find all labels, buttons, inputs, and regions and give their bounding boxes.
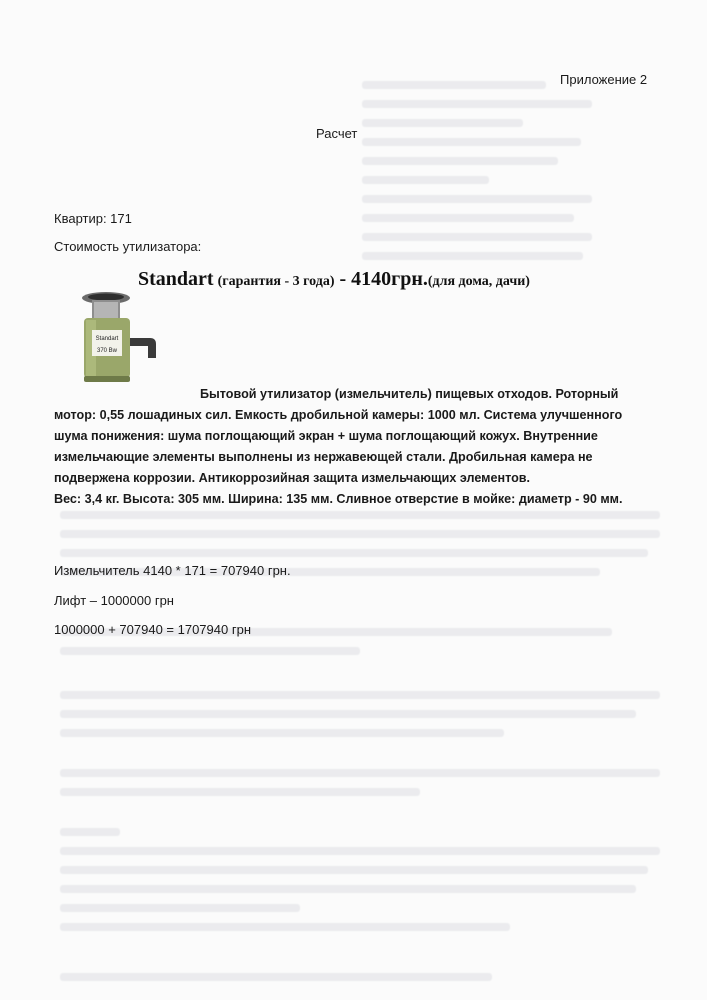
apartments-count: Квартир: 171 bbox=[54, 211, 132, 226]
headline-price: - 4140грн. bbox=[334, 268, 428, 290]
cost-label: Стоимость утилизатора: bbox=[54, 239, 202, 254]
description-line: Вес: 3,4 кг. Высота: 305 мм. Ширина: 135 мм. Сливное отверстие в мойке: диаметр - 90 мм. bbox=[54, 492, 623, 506]
product-headline bbox=[138, 268, 530, 291]
appendix-label: Приложение 2 bbox=[560, 72, 648, 87]
headline-warranty: (гарантия - 3 года) bbox=[217, 274, 335, 289]
document-title: Расчет bbox=[316, 126, 358, 141]
description-line: шума понижения: шума поглощающий экран + шума поглощающий кожух. Внутренние bbox=[54, 429, 598, 443]
calc-lift: Лифт – 1000000 грн bbox=[54, 593, 174, 608]
food-waste-disposer-image bbox=[76, 290, 162, 386]
description-line: измельчающие элементы выполнены из нержавеющей стали. Дробильная камера не bbox=[54, 450, 593, 464]
headline-usage: (для дома, дачи) bbox=[427, 274, 530, 289]
product-description bbox=[54, 384, 654, 510]
headline-model: Standart bbox=[138, 268, 214, 290]
calc-grand-total: 1000000 + 707940 = 1707940 грн bbox=[54, 622, 251, 637]
bleed-through-top bbox=[362, 70, 592, 271]
description-line: подвержена коррозии. Антикоррозийная защита измельчающих элементов. bbox=[54, 471, 531, 485]
description-line: мотор: 0,55 лошадиных сил. Емкость дробильной камеры: 1000 мл. Система улучшенного bbox=[54, 408, 623, 422]
image-label-code: 370 Bw bbox=[96, 348, 118, 354]
calc-disposer-total: Измельчитель 4140 * 171 = 707940 грн. bbox=[54, 563, 291, 578]
description-line: Бытовой утилизатор (измельчитель) пищевых отходов. Роторный bbox=[200, 387, 619, 401]
image-label-model: Standart bbox=[95, 336, 119, 342]
